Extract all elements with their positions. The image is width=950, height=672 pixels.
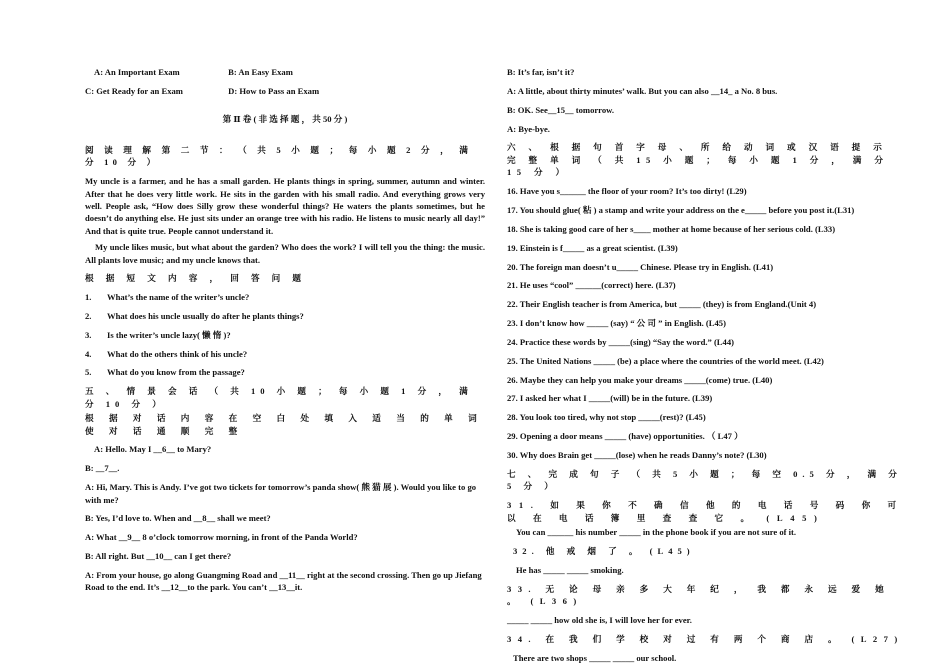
exercise-item: 29. Opening a door means _____ (have) opportunities. （ L47 ） — [507, 431, 743, 442]
dialogue-line: B: All right. But __10__ can I get there? — [85, 551, 232, 562]
exercise-item: 20. The foreign man doesn’t u_____ Chinese. Please try in English. (L41) — [507, 261, 774, 272]
question-text: What do the others think of his uncle? — [107, 348, 248, 359]
question-number: 4. — [85, 348, 92, 359]
exercise-item: 17. You should glue( 粘 ) a stamp and write your address on the e_____ before you post it.(L31) — [507, 204, 855, 215]
question-2 — [85, 310, 485, 322]
option-d: D: How to Pass an Exam — [228, 85, 320, 96]
dialogue-line: A: Hello. May I __6__ to Mary? — [94, 444, 212, 455]
question-32: 32. 他 戒 烟 了 。 (L45) — [513, 545, 695, 556]
question-33: 33. 无 论 母 亲 多 大 年 纪 ， 我 都 永 远 爱 她 。 (L36) — [507, 583, 891, 606]
exercise-item: 19. Einstein is f_____ as a great scientist. (L39) — [507, 242, 678, 253]
exercise-item: 24. Practice these words by _____(sing) “Say the word.” (L44) — [507, 336, 734, 347]
exercise-item: 27. I asked her what I _____(will) be in the future. (L39) — [507, 393, 713, 404]
question-number: 1. — [85, 292, 92, 303]
dialogue-line: A: What __9__ 8 o’clock tomorrow morning, in front of the Panda World? — [85, 532, 358, 543]
option-c: C: Get Ready for an Exam — [85, 85, 183, 96]
exercise-item: 26. Maybe they can help you make your dreams _____(come) true. (L40) — [507, 374, 773, 385]
dialogue-line: B: It’s far, isn’t it? — [507, 67, 575, 77]
section7-heading: 七 、 完 成 句 子 （ 共 5 小 题 ； 每 空 0.5 分 ， 满 分 5 分 ） — [507, 468, 902, 492]
option-row-2 — [85, 85, 485, 97]
passage-paragraph-2: My uncle likes music, but what about the garden? Who does the work? I will tell you the thing: the music. All plants love music; and my uncle knows that. — [85, 242, 485, 265]
answer-31: You can ______ his number _____ in the phone book if you are not sure of it. — [516, 526, 797, 537]
question-text: What’s the name of the writer’s uncle? — [107, 292, 250, 303]
question-text: What do you know from the passage? — [107, 367, 245, 378]
option-row-1 — [85, 66, 485, 78]
question-text: What does his uncle usually do after he plants things? — [107, 310, 304, 321]
option-a: A: An Important Exam — [94, 67, 180, 77]
section2-heading: 阅 读 理 解 第 二 节 ： （ 共 5 小 题 ； 每 小 题 2 分 ， 满 分 10 分 ） — [85, 144, 473, 168]
dialogue-line: A: Bye-bye. — [507, 123, 550, 134]
dialogue-line: A: A little, about thirty minutes’ walk. But you can also __14_ a No. 8 bus. — [507, 85, 778, 96]
question-1 — [85, 291, 485, 303]
question-31: 31. 如 果 你 不 确 信 他 的 电 话 号 码 你 可 以 在 电 话 簿 里 查 查 它 。 (L45) — [507, 500, 904, 523]
answer-instruction: 根 据 短 文 内 容 ， 回 答 问 题 — [85, 273, 307, 284]
question-5 — [85, 366, 485, 378]
answer-33: _____ _____ how old she is, I will love her for ever. — [507, 614, 692, 625]
right-column — [507, 66, 905, 670]
exercise-item: 30. Why does Brain get _____(lose) when he reads Danny’s note? (L30) — [507, 449, 767, 460]
section6-heading: 六 、 根 据 句 首 字 母 、 所 给 动 词 或 汉 语 提 示 完 整 单 词 （ 共 15 小 题 ； 每 小 题 1 分 ， 满 分 15 分 ） — [507, 142, 889, 178]
exercise-item: 16. Have you s______ the floor of your room? It’s too dirty! (L29) — [507, 186, 747, 197]
answer-32: He has _____ _____ smoking. — [516, 564, 624, 575]
question-3 — [85, 329, 485, 341]
question-number: 5. — [85, 367, 92, 378]
exercise-item: 22. Their English teacher is from America, but _____ (they) is from England.(Unit 4) — [507, 299, 817, 310]
passage-paragraph-1: My uncle is a farmer, and he has a small garden. He plants things in spring, summer, autumn and winter. After that he does very little work. He sits in the garden with his small radio. And everything grows very well. People ask, “How does Silly grow these wonderful things? He waters the plants sometimes, but he doesn’t do anything else. He just sits under an orange tree with his radio. He listens to music nearly all day!” And that is quite true. People cannot understand it. — [85, 176, 485, 236]
exercise-item: 18. She is taking good care of her s____ mother at home because of her serious cold. (L33) — [507, 223, 836, 234]
section5-heading: 五 、 情 景 会 话 （ 共 10 小 题 ； 每 小 题 1 分 ， 满 分 10 分 ） — [85, 386, 473, 409]
exercise-item: 25. The United Nations _____ (be) a place where the countries of the world meet. (L42) — [507, 355, 824, 366]
dialogue-line: B: Yes, I’d love to. When and __8__ shall we meet? — [85, 513, 271, 524]
question-text: Is the writer’s uncle lazy( 懒 惰 )? — [107, 329, 231, 340]
question-number: 3. — [85, 329, 92, 340]
dialogue-line: A: Hi, Mary. This is Andy. I’ve got two tickets for tomorrow’s panda show( 熊 猫 展 ). Would you like to go with me? — [85, 482, 477, 505]
dialogue-line: B: OK. See__15__ tomorrow. — [507, 104, 615, 115]
option-b: B: An Easy Exam — [228, 67, 293, 77]
question-4 — [85, 348, 485, 360]
dialogue-line: A: From your house, go along Guangming Road and __11__ right at the second crossing. Then go up Jiefang Road to the end. It’s __12__to the park. You can’t __13__it. — [85, 570, 482, 593]
exercise-item: 28. You look too tired, why not stop _____(rest)? (L45) — [507, 412, 706, 423]
answer-34: There are two shops _____ _____ our school. — [513, 652, 677, 663]
section5-instruction: 根 据 对 话 内 容 在 空 白 处 填 入 适 当 的 单 词 使 对 话 通 顺 完 整 — [85, 413, 484, 436]
question-34: 34. 在 我 们 学 校 对 过 有 两 个 商 店 。 (L27) — [507, 633, 904, 644]
volume-title: 第 Ⅱ 卷 ( 非 选 择 题 ， 共 50 分 ) — [222, 114, 348, 125]
exercise-item: 21. He uses “cool” ______(correct) here. (L37) — [507, 280, 676, 291]
dialogue-line: B: __7__. — [85, 463, 120, 474]
question-number: 2. — [85, 310, 92, 321]
left-column — [85, 66, 485, 600]
exercise-item: 23. I don’t know how _____ (say) “ 公 司 ” in English. (L45) — [507, 318, 726, 329]
